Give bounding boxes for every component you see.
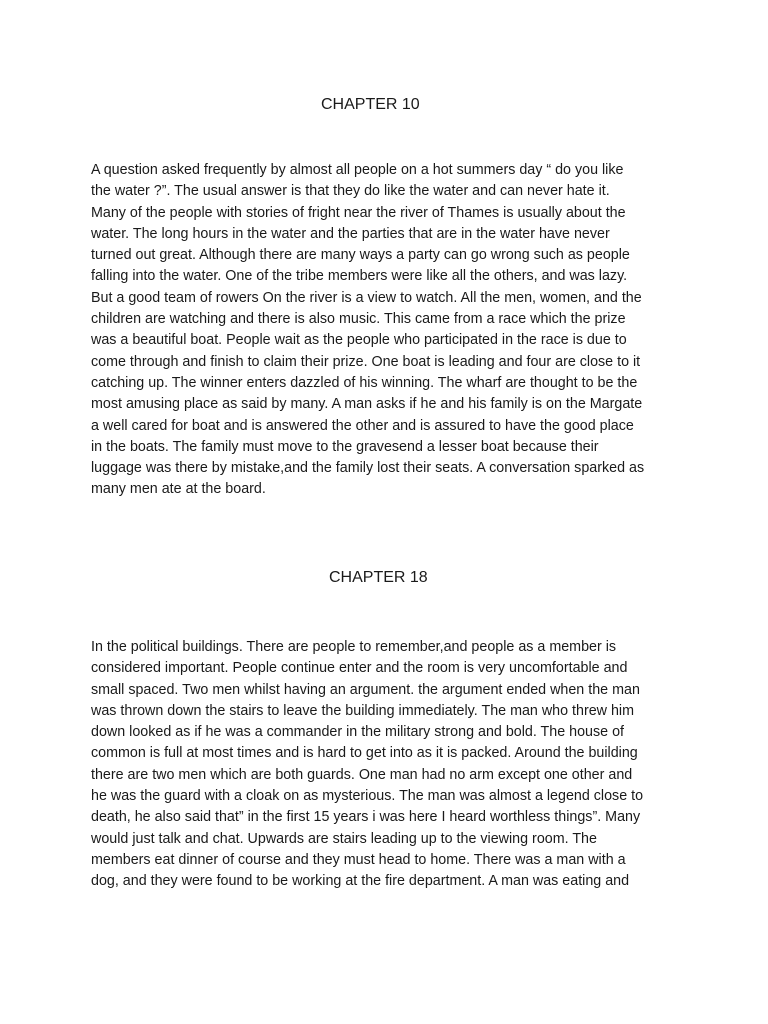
text-line: common is full at most times and is hard to get into as it is packed. Around the building [91,745,638,762]
chapter-10-paragraph [91,160,644,501]
text-line: turned out great. Although there are many ways a party can go wrong such as people [91,247,630,264]
text-line: members eat dinner of course and they must head to home. There was a man with a [91,851,626,868]
chapter-10-heading: CHAPTER 10 [321,96,420,113]
text-line: there are two men which are both guards. One man had no arm except one other and [91,766,633,783]
text-line: children are watching and there is also music. This came from a race which the prize [91,311,626,328]
text-line: luggage was there by mistake,and the family lost their seats. A conversation sparked as [91,460,645,477]
text-line: catching up. The winner enters dazzled of his winning. The wharf are thought to be the [91,374,638,391]
text-line: most amusing place as said by many. A man asks if he and his family is on the Margate [91,396,643,413]
text-line: considered important. People continue enter and the room is very uncomfortable and [91,660,628,677]
text-line: water. The long hours in the water and the parties that are in the water have never [91,225,610,242]
text-line: In the political buildings. There are people to remember,and people as a member is [91,639,617,655]
text-line: death, he also said that” in the first 15 years i was here I heard worthless things”. Many [91,809,641,826]
text-line: a well cared for boat and is answered the other and is assured to have the good place [91,417,634,434]
text-line: was a beautiful boat. People wait as the people who participated in the race is due to [91,332,627,349]
text-line: come through and finish to claim their prize. One boat is leading and four are close to it [91,353,641,370]
chapter-18-heading: CHAPTER 18 [329,569,428,586]
text-line: falling into the water. One of the tribe members were like all the others, and was lazy. [91,268,628,285]
text-line: dog, and they were found to be working at the fire department. A man was eating and [91,873,630,890]
text-line: would just talk and chat. Upwards are stairs leading up to the viewing room. The [91,830,597,847]
text-line: many men ate at the board. [91,481,266,498]
text-line: the water ?”. The usual answer is that they do like the water and can never hate it. [91,183,610,200]
text-line: A question asked frequently by almost all people on a hot summers day “ do you like [91,162,624,178]
text-line: But a good team of rowers On the river is a view to watch. All the men, women, and the [91,289,642,306]
text-line: small spaced. Two men whilst having an argument. the argument ended when the man [91,681,640,698]
text-line: down looked as if he was a commander in the military strong and bold. The house of [91,724,624,741]
text-line: in the boats. The family must move to the gravesend a lesser boat because their [91,438,599,455]
text-line: he was the guard with a cloak on as mysterious. The man was almost a legend close to [91,788,644,805]
chapter-18-paragraph [91,637,643,893]
text-line: Many of the people with stories of fright near the river of Thames is usually about the [91,204,626,221]
text-line: was thrown down the stairs to leave the building immediately. The man who threw him [91,702,635,719]
